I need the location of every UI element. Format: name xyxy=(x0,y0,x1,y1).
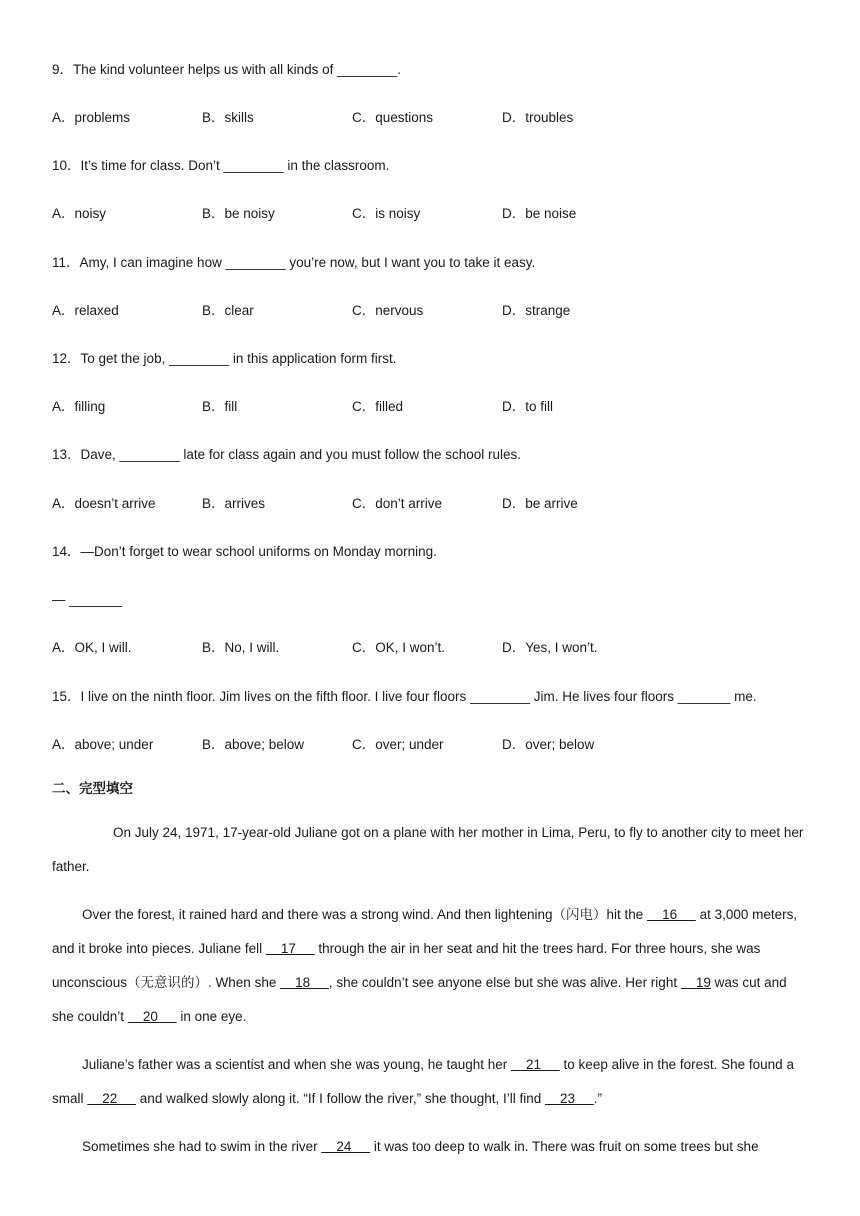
question-12-option-b: B．fill xyxy=(202,399,238,414)
question-15-option-b: B．above; below xyxy=(202,737,305,752)
question-14-option-c: C．OK, I won’t. xyxy=(352,640,446,655)
question-15-option-d: D．over; below xyxy=(502,737,595,752)
question-10-option-b: B．be noisy xyxy=(202,206,275,221)
passage-text: Sometimes she had to swim in the river xyxy=(82,1139,322,1154)
question-11-option-d: D．strange xyxy=(502,303,571,318)
question-13-option-b: B．arrives xyxy=(202,496,266,511)
passage-paragraph-1: On July 24, 1971, 17-year-old Juliane got on a plane with her mother in Lima, Peru, to fly to another city to meet her father. xyxy=(52,825,804,874)
blank-18: 18 xyxy=(280,975,329,990)
question-13-option-d: D．be arrive xyxy=(502,496,578,511)
blank-17: 17 xyxy=(265,941,315,956)
question-11-option-b: B．clear xyxy=(202,303,254,318)
passage-text: it was too deep to walk in. There was fruit on some trees but she xyxy=(370,1139,759,1154)
blank-19: 19 xyxy=(680,975,711,990)
passage-text: at 3,000 meters, and it broke into pieces. Juliane fell xyxy=(52,907,798,956)
question-11-stem: 11．Amy, I can imagine how ________ you’re now, but I want you to take it easy. xyxy=(52,255,536,270)
question-14-option-d: D．Yes, I won’t. xyxy=(502,640,598,655)
question-13-option-a: A．doesn’t arrive xyxy=(52,496,156,511)
question-12-option-d: D．to fill xyxy=(502,399,554,414)
passage-text: through the air in her seat and hit the trees hard. For three hours, she was unconscious（无意识的）. When she xyxy=(52,941,761,990)
section-title: 二、完型填空 xyxy=(52,781,133,797)
question-10-option-c: C．is noisy xyxy=(352,206,421,221)
question-9-option-c: C．questions xyxy=(352,110,434,125)
question-15-options xyxy=(52,736,692,754)
question-12-options xyxy=(52,398,692,416)
question-9-options xyxy=(52,109,692,127)
passage-paragraph-4 xyxy=(52,1130,812,1164)
question-14-reply: — _______ xyxy=(52,592,122,607)
question-10-options xyxy=(52,205,692,223)
question-9-stem: 9．The kind volunteer helps us with all kinds of ________. xyxy=(52,62,401,77)
question-10-option-a: A．noisy xyxy=(52,206,107,221)
question-9-option-b: B．skills xyxy=(202,110,254,125)
question-12-option-c: C．filled xyxy=(352,399,404,414)
question-10-option-d: D．be noise xyxy=(502,206,577,221)
passage-paragraph-3 xyxy=(52,1048,812,1116)
question-14-stem: 14．—Don’t forget to wear school uniforms on Monday morning. xyxy=(52,544,437,559)
question-9-option-a: A．problems xyxy=(52,110,131,125)
question-11-option-a: A．relaxed xyxy=(52,303,119,318)
question-11-option-c: C．nervous xyxy=(352,303,424,318)
question-13-option-c: C．don’t arrive xyxy=(352,496,443,511)
question-14-option-b: B．No, I will. xyxy=(202,640,280,655)
passage-paragraph-2 xyxy=(52,898,812,1034)
passage-text: , she couldn’t see anyone else but she was alive. Her right xyxy=(328,975,681,990)
question-15-option-a: A．above; under xyxy=(52,737,154,752)
passage-text: was cut and she couldn’t xyxy=(52,975,787,1024)
question-15-stem: 15．I live on the ninth floor. Jim lives on the fifth floor. I live four floors ________ Jim. He lives four floors _______ me. xyxy=(52,689,757,704)
blank-21: 21 xyxy=(511,1057,560,1072)
question-10-stem: 10．It’s time for class. Don’t ________ in the classroom. xyxy=(52,158,390,173)
question-12-stem: 12．To get the job, ________ in this application form first. xyxy=(52,351,397,366)
blank-24: 24 xyxy=(321,1139,371,1154)
question-13-options xyxy=(52,495,692,513)
passage-text: Over the forest, it rained hard and there was a strong wind. And then lightening（闪电）hit the xyxy=(82,907,648,922)
blank-20: 20 xyxy=(127,1009,177,1024)
passage-text: and walked slowly along it. “If I follow the river,” she thought, I’ll find xyxy=(136,1091,545,1106)
passage-text: to keep alive in the forest. She found a small xyxy=(52,1057,794,1106)
blank-23: 23 xyxy=(545,1091,594,1106)
passage-text: Juliane’s father was a scientist and when she was young, he taught her xyxy=(82,1057,512,1072)
blank-16: 16 xyxy=(647,907,696,922)
question-9-option-d: D．troubles xyxy=(502,110,574,125)
question-11-options xyxy=(52,302,692,320)
question-12-option-a: A．filling xyxy=(52,399,106,414)
question-15-option-c: C．over; under xyxy=(352,737,444,752)
passage-text: .” xyxy=(593,1091,603,1106)
question-14-option-a: A．OK, I will. xyxy=(52,640,132,655)
blank-22: 22 xyxy=(87,1091,137,1106)
passage-text: in one eye. xyxy=(176,1009,247,1024)
question-14-options xyxy=(52,639,692,657)
question-13-stem: 13．Dave, ________ late for class again and you must follow the school rules. xyxy=(52,447,522,462)
